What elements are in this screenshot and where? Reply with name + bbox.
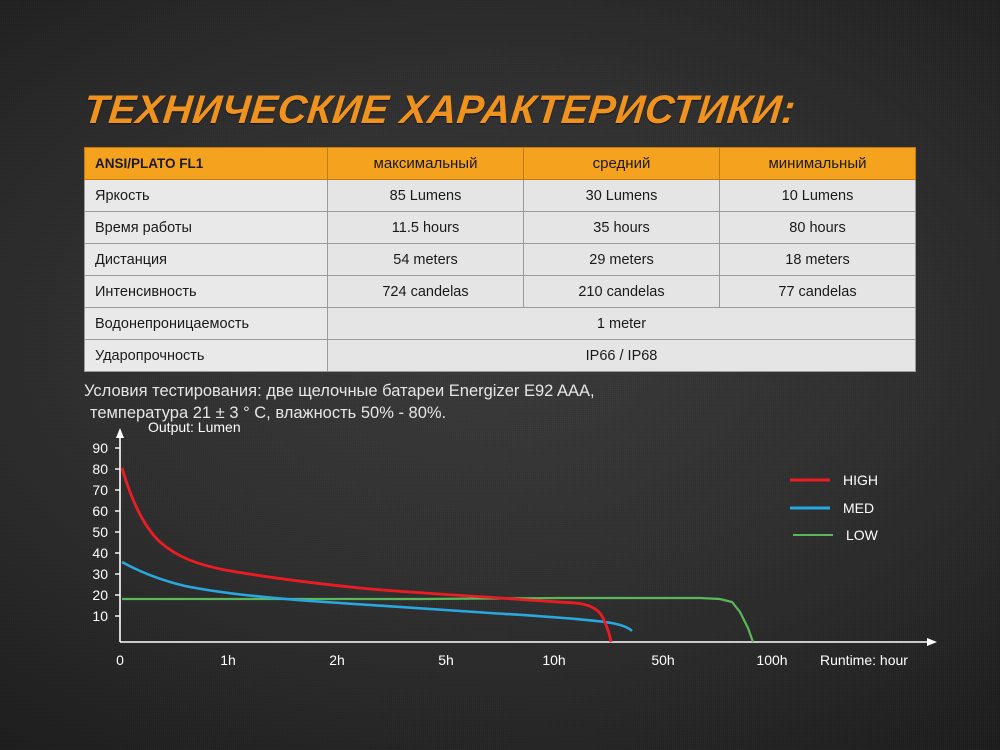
cell-distance-max: 54 meters <box>328 244 524 276</box>
table-header-standard: ANSI/PLATO FL1 <box>85 148 328 180</box>
x-tick-5h: 5h <box>438 652 454 668</box>
cell-runtime-min: 80 hours <box>720 212 916 244</box>
cell-impact-value: IP66 / IP68 <box>328 340 916 372</box>
cell-runtime-mid: 35 hours <box>524 212 720 244</box>
legend-label-med: MED <box>843 500 875 516</box>
y-axis-arrow <box>116 428 124 438</box>
table-row <box>85 308 916 340</box>
cell-intensity-min: 77 candelas <box>720 276 916 308</box>
table-header-row <box>85 148 916 180</box>
row-label-intensity: Интенсивность <box>85 276 328 308</box>
y-tick-40: 40 <box>92 545 108 561</box>
y-tick-80: 80 <box>92 461 108 477</box>
runtime-chart <box>60 420 960 690</box>
y-axis-label: Output: Lumen <box>148 420 241 435</box>
legend-label-low: LOW <box>846 527 878 543</box>
specifications-table <box>84 147 916 372</box>
row-label-distance: Дистанция <box>85 244 328 276</box>
table-body <box>85 180 916 372</box>
row-label-brightness: Яркость <box>85 180 328 212</box>
test-conditions-note <box>84 380 924 425</box>
cell-distance-mid: 29 meters <box>524 244 720 276</box>
cell-waterproof-value: 1 meter <box>328 308 916 340</box>
cell-brightness-max: 85 Lumens <box>328 180 524 212</box>
chart-legend <box>790 472 879 543</box>
table-header <box>85 148 916 180</box>
x-axis-label: Runtime: hour <box>820 652 908 668</box>
table-row <box>85 276 916 308</box>
cell-distance-min: 18 meters <box>720 244 916 276</box>
legend-label-high: HIGH <box>843 472 878 488</box>
cell-intensity-max: 724 candelas <box>328 276 524 308</box>
table-row <box>85 180 916 212</box>
x-axis-arrow <box>927 638 937 646</box>
cell-intensity-mid: 210 candelas <box>524 276 720 308</box>
row-label-runtime: Время работы <box>85 212 328 244</box>
cell-brightness-min: 10 Lumens <box>720 180 916 212</box>
page-title: ТЕХНИЧЕСКИЕ ХАРАКТЕРИСТИКИ: <box>81 88 798 132</box>
table-row <box>85 244 916 276</box>
row-label-waterproof: Водонепроницаемость <box>85 308 328 340</box>
x-tick-0: 0 <box>116 652 124 668</box>
row-label-impact: Ударопрочность <box>85 340 328 372</box>
table-row <box>85 212 916 244</box>
y-tick-90: 90 <box>92 440 108 456</box>
x-tick-100h: 100h <box>756 652 788 668</box>
note-line-2: температура 21 ± 3 ° C, влажность 50% - 80%. <box>90 404 447 423</box>
note-line-1: Условия тестирования: две щелочные батареи Energizer E92 AAA, <box>84 382 595 400</box>
y-tick-30: 30 <box>92 566 108 582</box>
table-header-min: минимальный <box>720 148 916 180</box>
y-tick-20: 20 <box>92 587 108 603</box>
cell-runtime-max: 11.5 hours <box>328 212 524 244</box>
y-tick-70: 70 <box>92 482 108 498</box>
series-line-med <box>122 562 632 631</box>
y-tick-50: 50 <box>92 524 108 540</box>
x-tick-50h: 50h <box>651 652 675 668</box>
series-line-low <box>122 598 753 642</box>
table-header-max: максимальный <box>328 148 524 180</box>
x-tick-10h: 10h <box>542 652 566 668</box>
cell-brightness-mid: 30 Lumens <box>524 180 720 212</box>
y-tick-60: 60 <box>92 503 108 519</box>
x-tick-1h: 1h <box>220 652 236 668</box>
x-tick-2h: 2h <box>329 652 345 668</box>
table-row <box>85 340 916 372</box>
y-tick-10: 10 <box>92 608 108 624</box>
table-header-mid: средний <box>524 148 720 180</box>
